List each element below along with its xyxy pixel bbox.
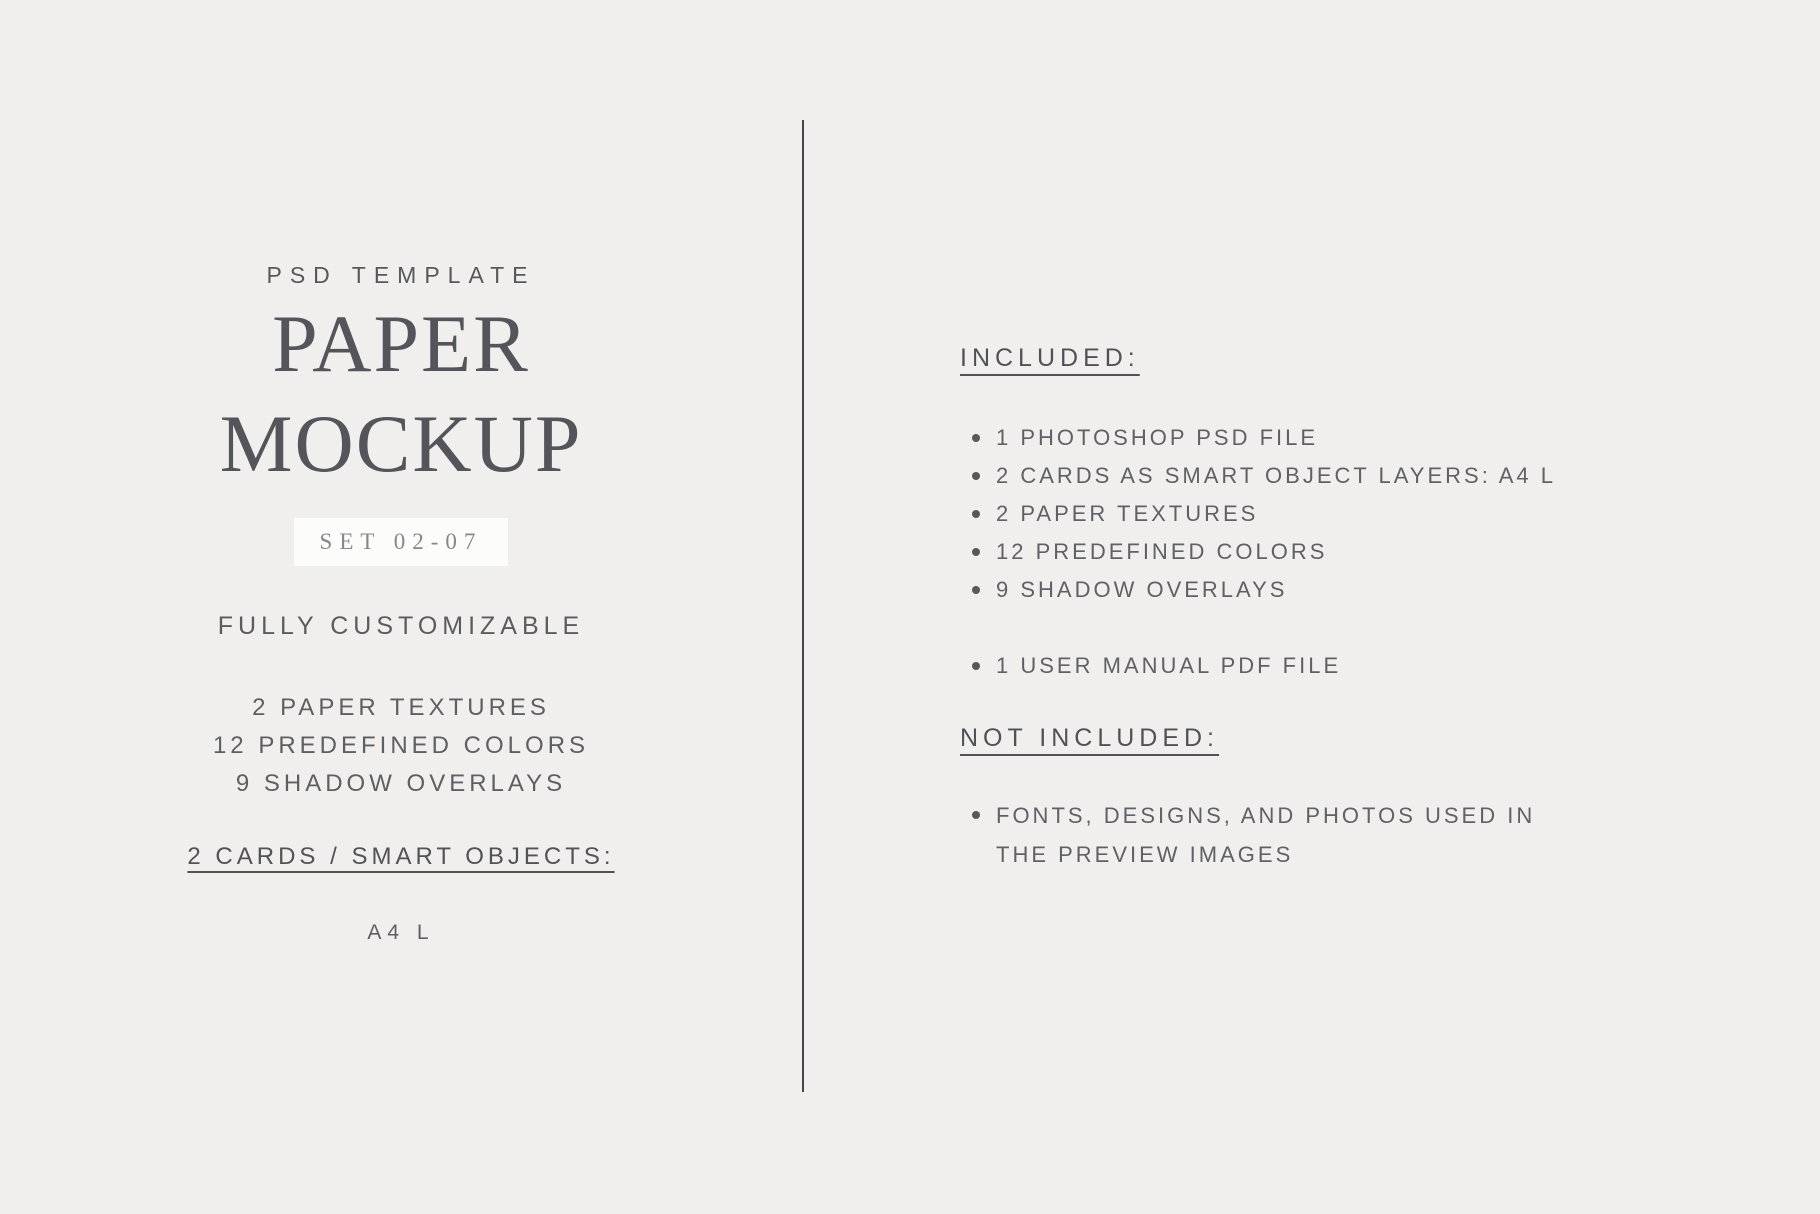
feature-item: 2 PAPER TEXTURES	[252, 694, 550, 721]
feature-item: 12 PREDEFINED COLORS	[212, 732, 590, 759]
list-item-text: 2 CARDS AS SMART OBJECT LAYERS: A4 L	[996, 463, 1556, 488]
list-item	[960, 571, 1556, 609]
bullet-icon	[972, 662, 980, 670]
list-item-text: 1 PHOTOSHOP PSD FILE	[996, 425, 1319, 450]
smart-objects-value: A4 L	[367, 921, 435, 944]
list-item	[960, 457, 1556, 495]
column-divider	[802, 120, 804, 1092]
list-item	[960, 647, 1556, 685]
page-title-line2: MOCKUP	[219, 398, 583, 489]
kicker-label: PSD TEMPLATE	[266, 262, 536, 288]
bullet-icon	[972, 811, 980, 819]
set-badge-row	[0, 518, 802, 566]
list-item	[960, 796, 1540, 874]
bullet-icon	[972, 548, 980, 556]
bullet-icon	[972, 510, 980, 518]
not-included-list	[960, 796, 1540, 874]
list-item	[960, 419, 1556, 457]
page-title	[0, 294, 802, 494]
smart-objects-heading: 2 CARDS / SMART OBJECTS:	[187, 843, 615, 870]
left-panel	[0, 0, 802, 1214]
bullet-icon	[972, 472, 980, 480]
list-item-text: 9 SHADOW OVERLAYS	[996, 577, 1288, 602]
list-item-text: FONTS, DESIGNS, AND PHOTOS USED IN THE PREVIEW IMAGES	[996, 803, 1536, 867]
subtitle: FULLY CUSTOMIZABLE	[217, 612, 585, 640]
features-list	[0, 689, 802, 803]
included-list	[960, 419, 1556, 685]
list-item-text: 12 PREDEFINED COLORS	[996, 539, 1328, 564]
feature-item: 9 SHADOW OVERLAYS	[235, 770, 567, 797]
bullet-icon	[972, 586, 980, 594]
list-item-text: 2 PAPER TEXTURES	[996, 501, 1259, 526]
set-badge: SET 02-07	[294, 518, 509, 566]
page-title-line1: PAPER	[272, 298, 530, 389]
bullet-icon	[972, 434, 980, 442]
included-heading: INCLUDED:	[960, 344, 1140, 372]
list-item-text: 1 USER MANUAL PDF FILE	[996, 653, 1342, 678]
list-item	[960, 533, 1556, 571]
not-included-heading: NOT INCLUDED:	[960, 724, 1220, 752]
list-item	[960, 495, 1556, 533]
